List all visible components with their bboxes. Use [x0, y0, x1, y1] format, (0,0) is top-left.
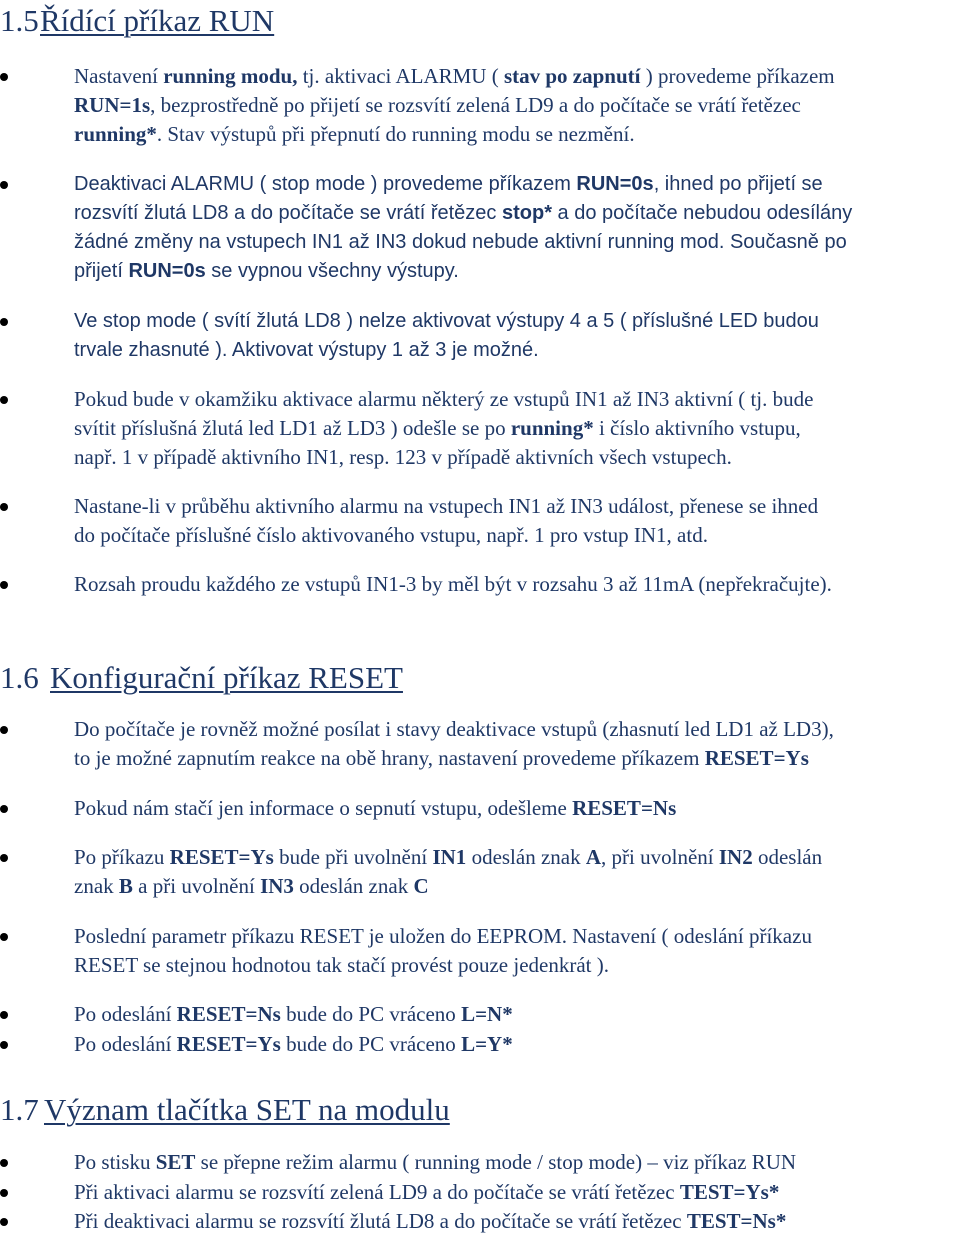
- text-line: [74, 744, 960, 773]
- bold-run: L=N*: [461, 1002, 513, 1026]
- list-item-text: [74, 1030, 960, 1059]
- bullet-icon: [0, 1189, 8, 1197]
- text-line: [74, 257, 960, 286]
- list-item-text: [74, 794, 960, 823]
- text-run: Při aktivaci alarmu se rozsvítí zelená LD9 a do počítače se vrátí řetězec: [74, 1180, 680, 1204]
- text-run: odeslán znak: [293, 874, 414, 898]
- text-line: [74, 1178, 960, 1207]
- bullet-icon: [0, 1218, 8, 1226]
- bold-run: RESET=Ns: [572, 796, 677, 820]
- text-run: Po odeslání: [74, 1002, 177, 1026]
- text-line: [74, 492, 960, 521]
- text-line: [74, 336, 960, 365]
- list-item-text: [74, 1148, 960, 1177]
- text-run: Rozsah proudu každého ze vstupů IN1-3 by měl být v rozsahu 3 až 11mA (nepřekračujte).: [74, 572, 832, 596]
- text-run: i číslo aktivního vstupu,: [593, 416, 801, 440]
- text-run: rozsvítí žlutá LD8 a do počítače se vrátí řetězec: [74, 202, 502, 224]
- text-line: [74, 120, 960, 149]
- text-line: [74, 794, 960, 823]
- text-run: žádné změny na vstupech IN1 až IN3 dokud nebude aktivní running mod. Současně po: [74, 231, 847, 253]
- text-run: např. 1 v případě aktivního IN1, resp. 123 v případě aktivních všech vstupech.: [74, 445, 732, 469]
- text-run: se vypnou všechny výstupy.: [205, 260, 459, 282]
- bold-run: RESET=Ys: [176, 1032, 281, 1056]
- bold-run: C: [413, 874, 429, 898]
- text-run: ) provedeme příkazem: [640, 64, 835, 88]
- text-run: bude do PC vráceno: [280, 1002, 462, 1026]
- list-item-text: [74, 170, 960, 286]
- list-item-text: [74, 715, 960, 773]
- bullet-icon: [0, 805, 8, 813]
- text-run: do počítače příslušné číslo aktivovaného vstupu, např. 1 pro vstup IN1, atd.: [74, 523, 708, 547]
- text-run: Při deaktivaci alarmu se rozsvítí žlutá LD8 a do počítače se vrátí řetězec: [74, 1209, 687, 1233]
- bullet-icon: [0, 1159, 8, 1167]
- section-title: Řídící příkaz RUN: [40, 3, 275, 38]
- text-line: [74, 872, 960, 901]
- text-run: Ve stop mode ( svítí žlutá LD8 ) nelze aktivovat výstupy 4 a 5 ( příslušné LED budou: [74, 310, 819, 332]
- list-item-text: [74, 1000, 960, 1029]
- text-line: [74, 91, 960, 120]
- bold-run: running*: [74, 122, 157, 146]
- text-run: Pokud bude v okamžiku aktivace alarmu některý ze vstupů IN1 až IN3 aktivní ( tj. bude: [74, 387, 814, 411]
- section-heading: [0, 3, 274, 39]
- text-run: Poslední parametr příkazu RESET je uložen do EEPROM. Nastavení ( odeslání příkazu: [74, 924, 812, 948]
- bullet-icon: [0, 726, 8, 734]
- text-run: Nastane-li v průběhu aktivního alarmu na vstupech IN1 až IN3 událost, přenese se ihned: [74, 494, 819, 518]
- bold-run: IN1: [432, 845, 467, 869]
- text-run: bude do PC vráceno: [280, 1032, 462, 1056]
- text-line: [74, 922, 960, 951]
- text-line: [74, 1148, 960, 1177]
- list-item-text: [74, 1207, 960, 1236]
- text-run: , bezprostředně po přijetí se rozsvítí zelená LD9 a do počítače se vrátí řetězec: [150, 93, 801, 117]
- bold-run: RUN=1s: [74, 93, 151, 117]
- bullet-icon: [0, 503, 8, 511]
- list-item-text: [74, 385, 960, 472]
- text-run: a při uvolnění: [132, 874, 261, 898]
- text-run: a do počítače nebudou odesílány: [551, 202, 853, 224]
- list-item-text: [74, 307, 960, 365]
- bullet-icon: [0, 181, 8, 189]
- text-line: [74, 570, 960, 599]
- section-heading: [0, 660, 403, 696]
- bold-run: modu,: [240, 64, 298, 88]
- list-item-text: [74, 1178, 960, 1207]
- bullet-icon: [0, 1041, 8, 1049]
- bold-run: TEST=Ys*: [679, 1180, 780, 1204]
- text-line: [74, 170, 960, 199]
- bold-run: running: [163, 64, 236, 88]
- text-run: . Stav výstupů při přepnutí do running modu se nezmění.: [156, 122, 635, 146]
- bullet-icon: [0, 854, 8, 862]
- text-run: se přepne režim alarmu ( running mode / stop mode) – viz příkaz RUN: [195, 1150, 797, 1174]
- bold-run: A: [585, 845, 602, 869]
- text-line: [74, 414, 960, 443]
- text-run: trvale zhasnuté ). Aktivovat výstupy 1 až 3 je možné.: [74, 339, 539, 361]
- text-line: [74, 521, 960, 550]
- text-line: [74, 1207, 960, 1236]
- bold-run: TEST=Ns*: [686, 1209, 787, 1233]
- text-run: svítit příslušná žlutá led LD1 až LD3 ) odešle se po: [74, 416, 511, 440]
- text-run: odeslán: [752, 845, 823, 869]
- text-run: Po odeslání: [74, 1032, 177, 1056]
- text-line: [74, 385, 960, 414]
- text-line: [74, 1030, 960, 1059]
- text-line: [74, 1000, 960, 1029]
- text-run: Po stisku: [74, 1150, 156, 1174]
- text-run: Po příkazu: [74, 845, 170, 869]
- list-item-text: [74, 492, 960, 550]
- bullet-icon: [0, 581, 8, 589]
- text-run: tj. aktivaci ALARMU (: [297, 64, 504, 88]
- bullet-icon: [0, 396, 8, 404]
- bullet-icon: [0, 933, 8, 941]
- list-item-text: [74, 843, 960, 901]
- section-title: Význam tlačítka SET na modulu: [44, 1092, 450, 1127]
- section-number: 1.6: [0, 660, 39, 695]
- text-run: Nastavení: [74, 64, 164, 88]
- text-line: [74, 228, 960, 257]
- text-line: [74, 443, 960, 472]
- text-run: RESET se stejnou hodnotou tak stačí provést pouze jedenkrát ).: [74, 953, 609, 977]
- section-number: 1.5: [0, 3, 39, 38]
- bullet-icon: [0, 1011, 8, 1019]
- bold-run: RESET=Ys: [704, 746, 809, 770]
- text-line: [74, 951, 960, 980]
- list-item-text: [74, 62, 960, 149]
- bold-run: SET: [155, 1150, 196, 1174]
- bold-run: RESET=Ns: [176, 1002, 281, 1026]
- bullet-icon: [0, 73, 8, 81]
- text-line: [74, 62, 960, 91]
- text-line: [74, 715, 960, 744]
- section-heading: [0, 1092, 450, 1128]
- text-line: [74, 843, 960, 872]
- text-run: Pokud nám stačí jen informace o sepnutí vstupu, odešleme: [74, 796, 573, 820]
- section-number: 1.7: [0, 1092, 39, 1127]
- bold-run: RUN=0s: [576, 173, 654, 195]
- text-run: přijetí: [74, 260, 129, 282]
- bold-run: stav po zapnutí: [503, 64, 641, 88]
- text-run: znak: [74, 874, 119, 898]
- text-line: [74, 199, 960, 228]
- list-item-text: [74, 570, 960, 599]
- bold-run: running*: [510, 416, 594, 440]
- bold-run: IN2: [718, 845, 753, 869]
- bold-run: IN3: [260, 874, 294, 898]
- text-run: Deaktivaci ALARMU ( stop mode ) provedeme příkazem: [74, 173, 577, 195]
- text-run: to je možné zapnutím reakce na obě hrany, nastavení provedeme příkazem: [74, 746, 705, 770]
- text-run: , ihned po přijetí se: [653, 173, 823, 195]
- text-run: bude při uvolnění: [273, 845, 433, 869]
- bold-run: stop*: [501, 202, 552, 224]
- text-run: odeslán znak: [466, 845, 586, 869]
- bullet-icon: [0, 318, 8, 326]
- bold-run: B: [118, 874, 133, 898]
- text-run: , při uvolnění: [601, 845, 719, 869]
- section-title: Konfigurační příkaz RESET: [50, 660, 403, 695]
- text-run: Do počítače je rovněž možné posílat i stavy deaktivace vstupů (zhasnutí led LD1 až LD3),: [74, 717, 834, 741]
- bold-run: L=Y*: [461, 1032, 513, 1056]
- bold-run: RESET=Ys: [169, 845, 274, 869]
- bold-run: RUN=0s: [128, 260, 206, 282]
- list-item-text: [74, 922, 960, 980]
- text-line: [74, 307, 960, 336]
